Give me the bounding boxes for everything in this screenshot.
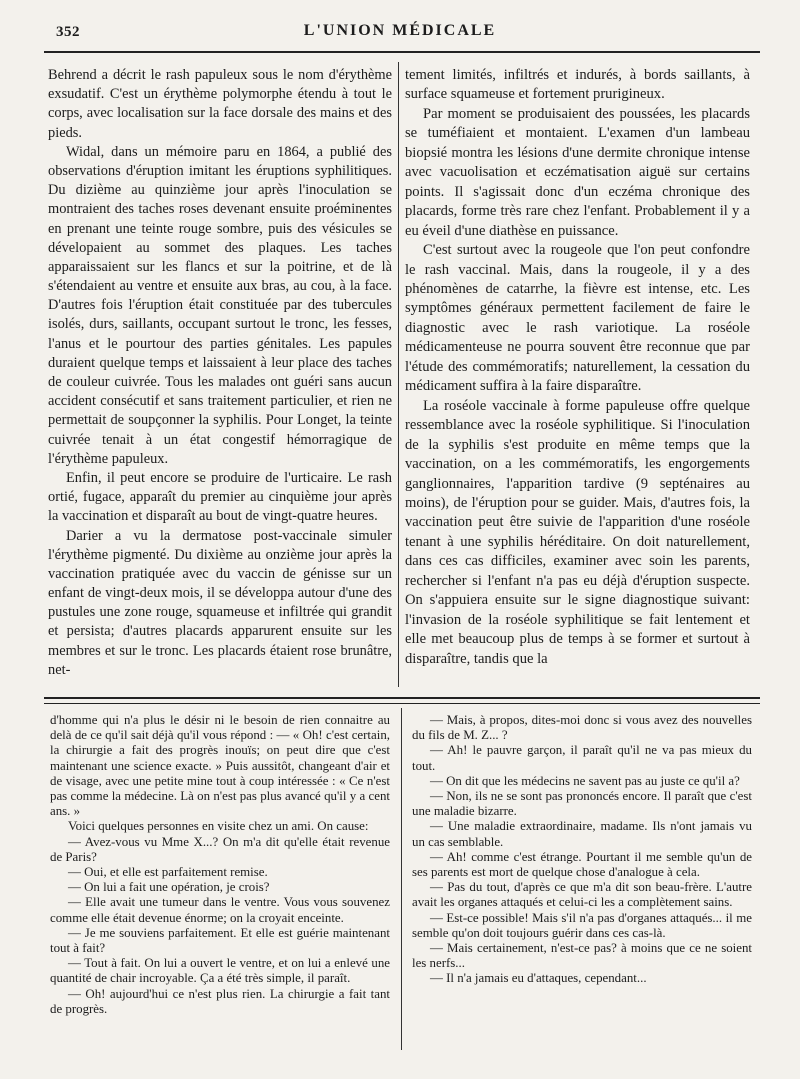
dialogue-line: — Non, ils ne se sont pas prononcés encore. Il paraît que c'est une maladie bizarre.: [412, 789, 752, 819]
paragraph: C'est surtout avec la rougeole que l'on peut confondre le rash vaccinal. Mais, dans la rougeole, il y a des phénomènes de catarrhe, la fièvre est intense, etc. Les symptômes généraux permettent facilement de faire le diagnostic avec le rash variotique. La roséole médicamenteuse ne pourra souvent être reconnue que par l'étude des commémoratifs; naturellement, la cessation du médicament suffira à la faire disparaître.: [405, 242, 750, 395]
paragraph: Widal, dans un mémoire paru en 1864, a publié des observations d'éruption imitant les éruptions syphilitiques. Du dizième au quinzième jour après l'inoculation se montraient des taches roses devenant ensuite proéminentes en prenant une teinte rouge sombre, puis des vésicules se dévelopaient au sommet des plaques. Les taches apparaissaient sur les flancs et sur la poitrine, et de là s'étendaient au ventre et ensuite aux bras, au cou, à la face. D'autres fois l'éruption était constituée par des tubercules isolés, durs, saillants, occupant surtout le tronc, les fesses, l'anus et le pourtour des parties génitales. Les papules duraient quelque temps et laissaient à leur place des taches de couleur cuivrée. Tous les malades ont guéri sans aucun accident consécutif et sans traitement particulier, et rien ne permettait de soupçonner la syphilis. Pour Longet, la teinte cuivrée tenait à un état congestif hémorragique de l'érythème papuleux.: [48, 143, 392, 467]
column-divider: [398, 62, 399, 687]
running-title: L'UNION MÉDICALE: [303, 22, 497, 39]
dialogue-line: — On lui a fait une opération, je crois?: [68, 880, 270, 895]
dialogue-line: — On dit que les médecins ne savent pas au juste ce qu'il a?: [430, 773, 740, 788]
dialogue-line: — Ah! comme c'est étrange. Pourtant il me semble qu'un de ses parents est mort de quelque chose d'analogue à cela.: [412, 849, 752, 880]
article-column-right: [405, 66, 750, 669]
dialogue-line: — Une maladie extraordinaire, madame. Ils n'ont jamais vu un cas semblable.: [412, 819, 752, 849]
feuilleton-column-right: [412, 713, 752, 987]
dialogue-line: — Il n'a jamais eu d'attaques, cependant...: [430, 971, 647, 986]
paragraph: Enfin, il peut encore se produire de l'urticaire. Le rash ortié, fugace, apparaît du premier au cinquième jour après la vaccination et disparaît au bout de vingt-quatre heures.: [48, 469, 392, 525]
column-divider: [401, 708, 402, 1050]
dialogue-line: — Je me souviens parfaitement. Et elle est guérie maintenant tout à fait?: [50, 925, 390, 956]
feuilleton-column-left: [50, 713, 390, 1017]
paragraph: Darier a vu la dermatose post-vaccinale simuler l'érythème pigmenté. Du dixième au onzième jour après la vaccination pratiquée avec du vaccin de génisse sur un enfant de vingt-deux mois, il se développa autour d'une des pustules une zone rouge, squameuse et infiltrée qui grandit et persista; d'autres placards apparurent ensuite sur les membres et sur le tronc. Les placards étaient rose brunâtre, net-: [48, 527, 392, 678]
paragraph: Par moment se produisaient des poussées, les placards se tuméfiaient et montaient. L'examen d'un lambeau biopsié montra les lésions d'une dermite chronique intense avec vacuolisation et eczématisation aiguë sur certains points. Il s'agissait donc d'un eczéma chronique des placards, forme très rare chez l'enfant. Probablement il y a eu éveil d'une diathèse en puissance.: [405, 105, 750, 239]
paragraph: tement limités, infiltrés et indurés, à bords saillants, à surface squameuse et fortement prurigineux.: [405, 67, 750, 103]
dialogue-line: — Ah! le pauvre garçon, il paraît qu'il ne va pas mieux du tout.: [412, 743, 752, 773]
feuilleton-separator: [44, 697, 760, 704]
dialogue-line: — Tout à fait. On lui a ouvert le ventre, et on lui a enlevé une quantité de chair incroyable. Ça a été très simple, il paraît.: [50, 956, 390, 986]
paragraph: Voici quelques personnes en visite chez un ami. On cause:: [68, 819, 369, 834]
paragraph: d'homme qui n'a plus le désir ni le besoin de rien connaitre au delà de ce qu'il sait déjà qu'il vous répond : — « Oh! c'est certain, la chirurgie a fait des progrès inouïs; on peut dire que c'est maintenant une science exacte. » Puis aussitôt, changeant d'air et de visage, avec une petite mine tout à coup intéressée : « Ce n'est pas comme la médecine. Là on n'est pas plus avancé qu'il y a cent ans. »: [50, 713, 390, 819]
dialogue-line: — Oui, et elle est parfaitement remise.: [68, 865, 268, 880]
dialogue-line: — Avez-vous vu Mme X...? On m'a dit qu'elle était revenue de Paris?: [50, 834, 390, 864]
dialogue-line: — Est-ce possible! Mais s'il n'a pas d'organes attaqués... il me semble qu'on doit toujours guérir dans ces cas-là.: [412, 910, 752, 940]
dialogue-line: — Oh! aujourd'hui ce n'est plus rien. La chirurgie a fait tant de progrès.: [50, 986, 390, 1016]
header-rule: [44, 51, 760, 53]
dialogue-line: — Mais, à propos, dites-moi donc si vous avez des nouvelles du fils de M. Z... ?: [412, 713, 752, 743]
page-number: 352: [56, 24, 80, 40]
paragraph: Behrend a décrit le rash papuleux sous le nom d'érythème exsudatif. C'est un érythème polymorphe étendu à tout le corps, avec localisation sur la face dorsale des mains et des pieds.: [48, 67, 392, 141]
paragraph: La roséole vaccinale à forme papuleuse offre quelque ressemblance avec la roséole syphilitique. Si l'inoculation de la syphilis s'est produite en même temps que la vaccination, on a les commémoratifs, les engorgements ganglionnaires, l'apparition tardive (9 septénaires au moins), de l'éruption pour se guider. Mais, d'autres fois, la vaccination peut être suivie de l'apparition d'une roséole tenant à une syphilis héréditaire. On doit naturellement, dans ces cas difficiles, examiner avec soin les parents, rechercher si l'enfant n'a pas eu déjà d'éruption suspecte. On s'appuiera ensuite sur le signe diagnostique suivant: l'invasion de la roséole syphilitique se fait lentement et elle met beaucoup plus de temps à se former et surtout à disparaître, tandis que la: [405, 397, 750, 667]
dialogue-line: — Elle avait une tumeur dans le ventre. Vous vous souvenez comme elle était devenue énorme; on la croyait enceinte.: [50, 895, 390, 925]
dialogue-line: — Mais certainement, n'est-ce pas? à moins que ce ne soient les nerfs...: [412, 941, 752, 971]
dialogue-line: — Pas du tout, d'après ce que m'a dit son beau-frère. L'autre avait les organes attaqués et celui-ci les a complètement sains.: [412, 880, 752, 910]
article-column-left: [48, 66, 392, 680]
